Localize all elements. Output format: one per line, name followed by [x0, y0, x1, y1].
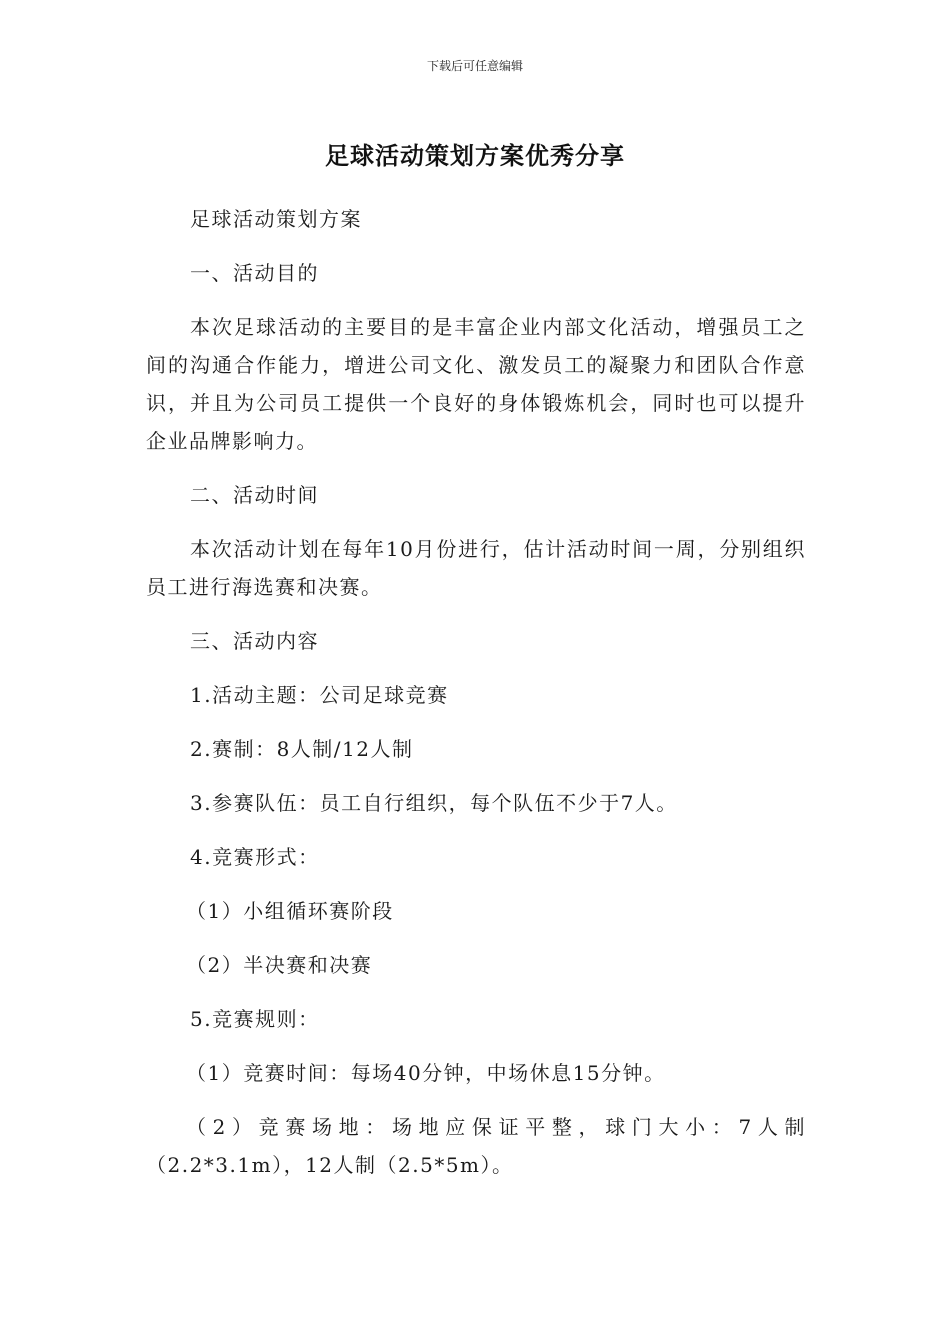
paragraph-time: 本次活动计划在每年10月份进行，估计活动时间一周，分别组织员工进行海选赛和决赛。 [146, 537, 806, 599]
list-item-competition-form: 4.竞赛形式： [190, 845, 320, 869]
paragraph-purpose: 本次足球活动的主要目的是丰富企业内部文化活动，增强员工之间的沟通合作能力，增进公司文化、激发员工的凝聚力和团队合作意识，并且为公司员工提供一个良好的身体锻炼机会，同时也可以提升企业品牌影响力。 [146, 315, 806, 453]
list-item-theme: 1.活动主题：公司足球竞赛 [190, 683, 449, 707]
list-item-rules: 5.竞赛规则： [190, 1007, 320, 1031]
sub-item-field: （2）竞赛场地：场地应保证平整，球门大小：7人制（2.2*3.1m），12人制（2.5*5m）。 [146, 1115, 806, 1177]
section-heading-time: 二、活动时间 [190, 483, 319, 507]
list-item-format: 2.赛制：8人制/12人制 [190, 737, 414, 761]
document-body [146, 200, 806, 1200]
sub-item-group-stage: （1）小组循环赛阶段 [186, 899, 394, 923]
header-note: 下载后可任意编辑 [426, 59, 523, 73]
section-heading-content: 三、活动内容 [190, 629, 319, 653]
sub-item-match-time: （1）竞赛时间：每场40分钟，中场休息15分钟。 [186, 1061, 666, 1085]
list-item-teams: 3.参赛队伍：员工自行组织，每个队伍不少于7人。 [190, 791, 678, 815]
section-heading-purpose: 一、活动目的 [190, 261, 319, 285]
document-title: 足球活动策划方案优秀分享 [325, 142, 625, 170]
doc-subtitle: 足球活动策划方案 [190, 207, 362, 231]
sub-item-finals: （2）半决赛和决赛 [186, 953, 373, 977]
